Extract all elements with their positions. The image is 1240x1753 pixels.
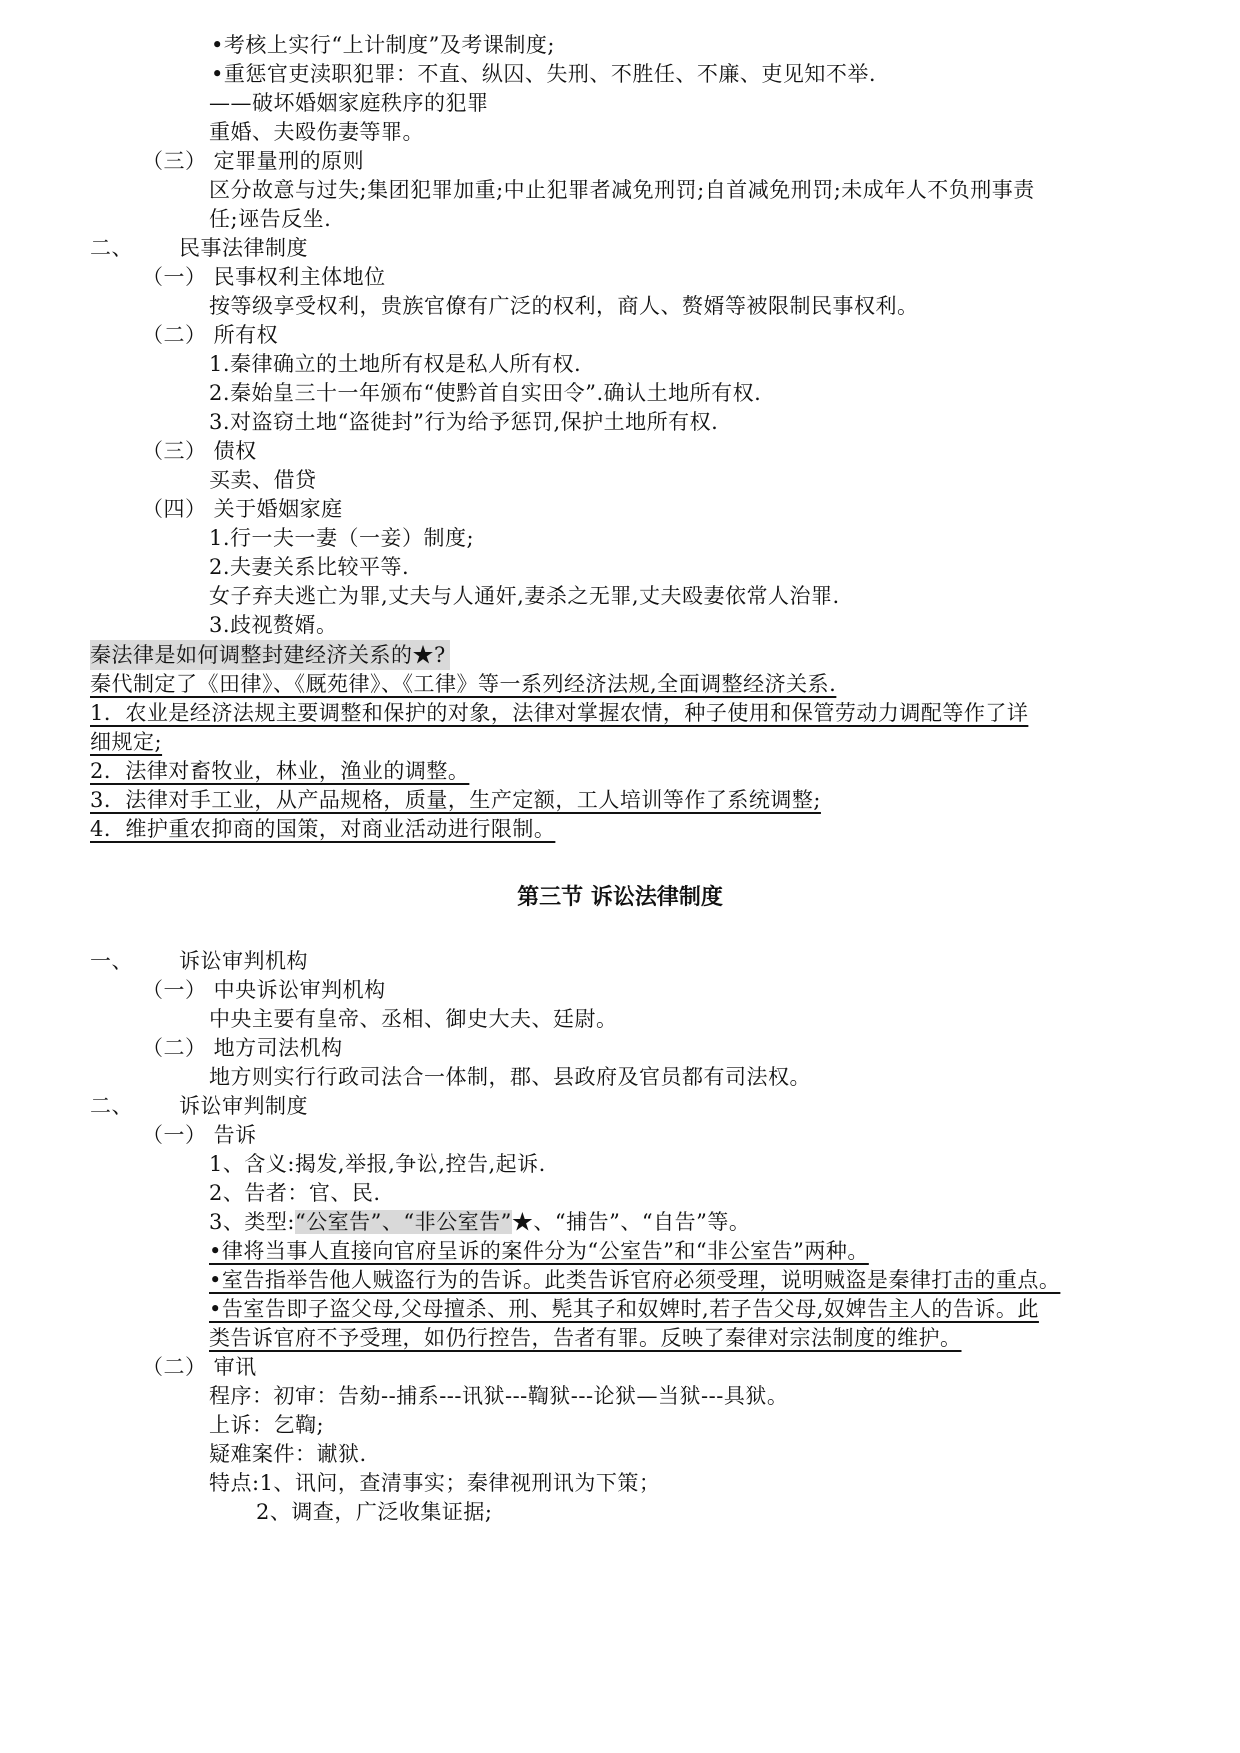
text-line: 特点:1、讯问，查清事实；秦律视刑讯为下策； [209, 1471, 661, 1495]
subsection-heading: （四） 关于婚姻家庭 [142, 497, 343, 521]
text-line: 疑难案件：谳狱. [209, 1442, 367, 1466]
list-item: 1、含义:揭发,举报,争讼,控告,起诉. [209, 1152, 546, 1176]
answer-line: 2．法律对畜牧业，林业，渔业的调整。 [90, 759, 470, 783]
list-item: 2.秦始皇三十一年颁布“使黔首自实田令”.确认土地所有权. [209, 381, 762, 405]
subsection-heading: （一） 中央诉讼审判机构 [142, 978, 386, 1002]
text-line: 重婚、夫殴伤妻等罪。 [209, 120, 424, 144]
text-line: 2、调查，广泛收集证据; [256, 1500, 493, 1524]
list-item: 1.秦律确立的土地所有权是私人所有权. [209, 352, 582, 376]
bullet-line: •考核上实行“上计制度”及考课制度; [211, 33, 555, 57]
subsection-heading: （一） 告诉 [142, 1123, 257, 1147]
highlighted-term: “公室告”、“非公室告” [294, 1210, 512, 1234]
subsection-heading: （三） 债权 [142, 439, 257, 463]
list-item: 1.行一夫一妻（一妾）制度; [209, 526, 475, 550]
underlined-bullet: •律将当事人直接向官府呈诉的案件分为“公室告”和“非公室告”两种。 [209, 1239, 869, 1263]
list-item: 2、告者：官、民. [209, 1181, 381, 1205]
section-number: 二、 [90, 236, 133, 260]
text-line: 中央主要有皇帝、丞相、御史大夫、廷尉。 [209, 1007, 618, 1031]
list-item-text: ★、“捕告”、“自告”等。 [511, 1210, 751, 1234]
subsection-heading: （三） 定罪量刑的原则 [142, 149, 365, 173]
section-heading: 民事法律制度 [179, 236, 308, 260]
text-line: 程序：初审：告劾--捕系---讯狱---鞫狱---论狱—当狱---具狱。 [209, 1384, 789, 1408]
answer-line: 细规定; [90, 730, 163, 754]
subsection-heading: （二） 所有权 [142, 323, 279, 347]
bullet-line: •重惩官吏渎职犯罪：不直、纵囚、失刑、不胜任、不廉、吏见知不举. [211, 62, 877, 86]
list-item-label: 3、类型: [209, 1210, 295, 1234]
list-item [209, 1207, 750, 1237]
answer-line: 秦代制定了《田律》、《厩苑律》、《工律》等一系列经济法规,全面调整经济关系. [90, 672, 837, 696]
subsection-heading: （一） 民事权利主体地位 [142, 265, 386, 289]
section-number: 一、 [90, 949, 133, 973]
subsection-heading: （二） 审讯 [142, 1355, 257, 1379]
text-line: 任;诬告反坐. [209, 207, 332, 231]
page-title: 第三节 诉讼法律制度 [517, 885, 723, 910]
text-line: 按等级享受权利，贵族官僚有广泛的权利，商人、赘婿等被限制民事权利。 [209, 294, 919, 318]
section-heading: 诉讼审判机构 [179, 949, 308, 973]
answer-line: 4．维护重农抑商的国策，对商业活动进行限制。 [90, 817, 556, 841]
text-line: 买卖、借贷 [209, 468, 317, 492]
subsection-heading: （二） 地方司法机构 [142, 1036, 343, 1060]
section-number: 二、 [90, 1094, 133, 1118]
underlined-bullet: •室告指举告他人贼盗行为的告诉。此类告诉官府必须受理，说明贼盗是秦律打击的重点。 [209, 1268, 1061, 1292]
review-question: 秦法律是如何调整封建经济关系的★? [90, 640, 450, 670]
list-item: 3.对盗窃土地“盗徙封”行为给予惩罚,保护土地所有权. [209, 410, 719, 434]
text-line: 女子弃夫逃亡为罪,丈夫与人通奸,妻杀之无罪,丈夫殴妻依常人治罪. [209, 584, 840, 608]
answer-line: 3．法律对手工业，从产品规格，质量，生产定额，工人培训等作了系统调整; [90, 788, 821, 812]
text-line: 地方则实行行政司法合一体制，郡、县政府及官员都有司法权。 [209, 1065, 811, 1089]
section-heading: 诉讼审判制度 [179, 1094, 308, 1118]
answer-line: 1．农业是经济法规主要调整和保护的对象，法律对掌握农情，种子使用和保管劳动力调配等作了详 [90, 701, 1029, 725]
text-line: 区分故意与过失;集团犯罪加重;中止犯罪者减免刑罚;自首减免刑罚;未成年人不负刑事责 [209, 178, 1035, 202]
list-item: 2.夫妻关系比较平等. [209, 555, 410, 579]
sub-heading: ——破坏婚姻家庭秩序的犯罪 [209, 91, 489, 115]
underlined-bullet: 类告诉官府不予受理，如仍行控告，告者有罪。反映了秦律对宗法制度的维护。 [209, 1326, 962, 1350]
text-line: 上诉：乞鞫; [209, 1413, 325, 1437]
underlined-bullet: •告室告即子盗父母,父母擅杀、刑、髡其子和奴婢时,若子告父母,奴婢告主人的告诉。此 [209, 1297, 1039, 1321]
list-item: 3.歧视赘婿。 [209, 613, 338, 637]
